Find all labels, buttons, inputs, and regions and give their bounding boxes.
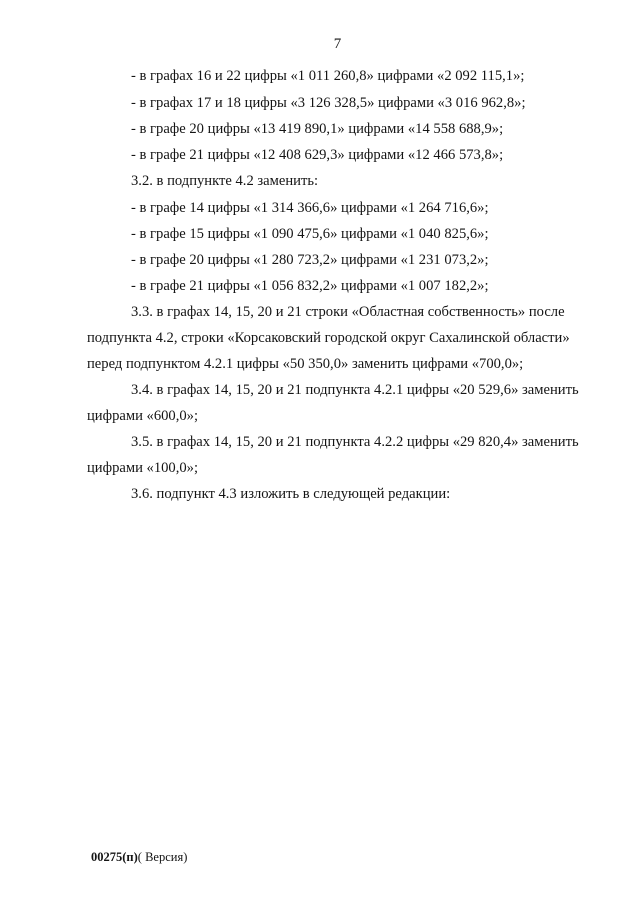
document-version: ( Версия) bbox=[137, 850, 188, 864]
footer-code bbox=[91, 850, 187, 865]
item-3-3-line-3: перед подпунктом 4.2.1 цифры «50 350,0» заменить цифрами «700,0»; bbox=[87, 356, 524, 372]
change-line-6: - в графе 15 цифры «1 090 475,6» цифрами «1 040 825,6»; bbox=[131, 226, 489, 242]
item-3-6-heading: 3.6. подпункт 4.3 изложить в следующей редакции: bbox=[131, 486, 451, 502]
change-line-7: - в графе 20 цифры «1 280 723,2» цифрами «1 231 073,2»; bbox=[131, 252, 489, 268]
item-3-3-line-1: 3.3. в графах 14, 15, 20 и 21 строки «Областная собственность» после bbox=[131, 304, 565, 320]
change-line-5: - в графе 14 цифры «1 314 366,6» цифрами «1 264 716,6»; bbox=[131, 200, 489, 216]
document-code: 00275(п) bbox=[91, 850, 138, 864]
page-number: 7 bbox=[333, 36, 342, 52]
item-3-5-line-1: 3.5. в графах 14, 15, 20 и 21 подпункта 4.2.2 цифры «29 820,4» заменить bbox=[131, 434, 579, 450]
item-3-4-line-1: 3.4. в графах 14, 15, 20 и 21 подпункта 4.2.1 цифры «20 529,6» заменить bbox=[131, 382, 579, 398]
item-3-5-line-2: цифрами «100,0»; bbox=[87, 460, 199, 476]
item-3-3-line-2: подпункта 4.2, строки «Корсаковский городской округ Сахалинской области» bbox=[87, 330, 570, 346]
change-line-3: - в графе 20 цифры «13 419 890,1» цифрами «14 558 688,9»; bbox=[131, 121, 504, 137]
change-line-8: - в графе 21 цифры «1 056 832,2» цифрами «1 007 182,2»; bbox=[131, 278, 489, 294]
item-3-4-line-2: цифрами «600,0»; bbox=[87, 408, 199, 424]
change-line-4: - в графе 21 цифры «12 408 629,3» цифрами «12 466 573,8»; bbox=[131, 147, 504, 163]
change-line-2: - в графах 17 и 18 цифры «3 126 328,5» цифрами «3 016 962,8»; bbox=[131, 95, 526, 111]
change-line-1: - в графах 16 и 22 цифры «1 011 260,8» цифрами «2 092 115,1»; bbox=[131, 68, 525, 84]
item-3-2-heading: 3.2. в подпункте 4.2 заменить: bbox=[131, 173, 319, 189]
